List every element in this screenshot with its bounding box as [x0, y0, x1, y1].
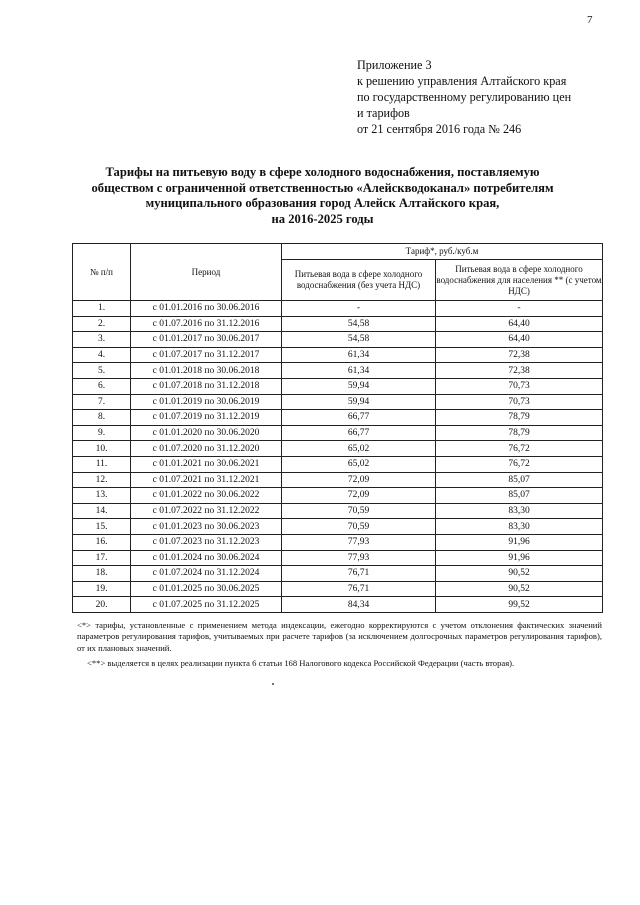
row-tariff-with-vat: 78,79 — [436, 410, 603, 426]
header-period: Период — [131, 244, 282, 301]
row-tariff-no-vat: 72,09 — [282, 472, 436, 488]
table-row — [73, 301, 603, 317]
row-tariff-no-vat: 66,77 — [282, 425, 436, 441]
row-period: с 01.07.2022 по 31.12.2022 — [131, 503, 282, 519]
row-period: с 01.01.2019 по 30.06.2019 — [131, 394, 282, 410]
row-tariff-with-vat: 91,96 — [436, 534, 603, 550]
row-number: 7. — [73, 394, 131, 410]
table-row — [73, 347, 603, 363]
row-number: 14. — [73, 503, 131, 519]
table-row — [73, 410, 603, 426]
appendix-line: к решению управления Алтайского края — [357, 74, 567, 88]
table-row — [73, 316, 603, 332]
appendix-line: и тарифов — [357, 106, 410, 120]
document-title — [60, 165, 585, 227]
row-number: 8. — [73, 410, 131, 426]
row-number: 17. — [73, 550, 131, 566]
row-period: с 01.07.2025 по 31.12.2025 — [131, 597, 282, 613]
row-number: 19. — [73, 581, 131, 597]
row-period: с 01.07.2020 по 31.12.2020 — [131, 441, 282, 457]
row-number: 18. — [73, 566, 131, 582]
table-row — [73, 519, 603, 535]
row-period: с 01.07.2023 по 31.12.2023 — [131, 534, 282, 550]
row-tariff-with-vat: 64,40 — [436, 316, 603, 332]
table-row — [73, 363, 603, 379]
row-tariff-no-vat: - — [282, 301, 436, 317]
row-number: 13. — [73, 488, 131, 504]
table-row — [73, 378, 603, 394]
row-period: с 01.01.2016 по 30.06.2016 — [131, 301, 282, 317]
row-number: 20. — [73, 597, 131, 613]
row-period: с 01.07.2016 по 31.12.2016 — [131, 316, 282, 332]
row-number: 12. — [73, 472, 131, 488]
header-tariff: Тариф*, руб./куб.м — [282, 244, 603, 260]
row-tariff-with-vat: 78,79 — [436, 425, 603, 441]
row-number: 3. — [73, 332, 131, 348]
row-tariff-with-vat: 76,72 — [436, 456, 603, 472]
table-row — [73, 425, 603, 441]
row-tariff-with-vat: 90,52 — [436, 581, 603, 597]
row-number: 9. — [73, 425, 131, 441]
row-tariff-no-vat: 70,59 — [282, 503, 436, 519]
header-number: № п/п — [73, 244, 131, 301]
row-number: 16. — [73, 534, 131, 550]
title-line: муниципального образования город Алейск Алтайского края, — [145, 196, 500, 210]
row-period: с 01.01.2018 по 30.06.2018 — [131, 363, 282, 379]
row-tariff-no-vat: 65,02 — [282, 456, 436, 472]
row-tariff-no-vat: 70,59 — [282, 519, 436, 535]
row-period: с 01.01.2022 по 30.06.2022 — [131, 488, 282, 504]
row-number: 6. — [73, 378, 131, 394]
row-period: с 01.01.2024 по 30.06.2024 — [131, 550, 282, 566]
row-tariff-with-vat: 85,07 — [436, 488, 603, 504]
row-tariff-no-vat: 54,58 — [282, 316, 436, 332]
row-number: 11. — [73, 456, 131, 472]
table-row — [73, 581, 603, 597]
row-tariff-no-vat: 65,02 — [282, 441, 436, 457]
row-period: с 01.01.2025 по 30.06.2025 — [131, 581, 282, 597]
row-number: 4. — [73, 347, 131, 363]
table-row — [73, 503, 603, 519]
tariff-table-body — [73, 301, 603, 613]
page-number: 7 — [587, 14, 593, 26]
table-row — [73, 472, 603, 488]
row-tariff-no-vat: 59,94 — [282, 378, 436, 394]
row-period: с 01.07.2018 по 31.12.2018 — [131, 378, 282, 394]
row-tariff-with-vat: 70,73 — [436, 378, 603, 394]
row-tariff-no-vat: 54,58 — [282, 332, 436, 348]
row-tariff-with-vat: 72,38 — [436, 363, 603, 379]
row-tariff-no-vat: 77,93 — [282, 534, 436, 550]
title-line: Тарифы на питьевую воду в сфере холодного водоснабжения, поставляемую — [105, 165, 540, 179]
appendix-header — [357, 57, 617, 137]
row-period: с 01.07.2017 по 31.12.2017 — [131, 347, 282, 363]
scan-speck — [272, 683, 274, 685]
row-number: 5. — [73, 363, 131, 379]
table-row — [73, 456, 603, 472]
footnotes — [77, 620, 602, 674]
row-period: с 01.01.2017 по 30.06.2017 — [131, 332, 282, 348]
row-number: 1. — [73, 301, 131, 317]
row-tariff-with-vat: 90,52 — [436, 566, 603, 582]
table-row — [73, 441, 603, 457]
row-tariff-no-vat: 76,71 — [282, 581, 436, 597]
row-tariff-no-vat: 77,93 — [282, 550, 436, 566]
row-number: 10. — [73, 441, 131, 457]
footnote-2: <**> выделяется в целях реализации пункта 6 статьи 168 Налогового кодекса Российской Федерации (часть вторая). — [87, 658, 515, 669]
title-line: обществом с ограниченной ответственностью «Алейскводоканал» потребителям — [91, 180, 554, 195]
title-line: на 2016-2025 годы — [271, 211, 374, 226]
tariff-table — [72, 243, 603, 613]
row-tariff-no-vat: 66,77 — [282, 410, 436, 426]
row-tariff-with-vat: 91,96 — [436, 550, 603, 566]
appendix-line: от 21 сентября 2016 года № 246 — [357, 122, 522, 136]
table-row — [73, 566, 603, 582]
row-tariff-with-vat: 83,30 — [436, 519, 603, 535]
row-tariff-no-vat: 59,94 — [282, 394, 436, 410]
row-period: с 01.01.2020 по 30.06.2020 — [131, 425, 282, 441]
row-period: с 01.01.2023 по 30.06.2023 — [131, 519, 282, 535]
row-tariff-no-vat: 76,71 — [282, 566, 436, 582]
table-row — [73, 550, 603, 566]
table-row — [73, 394, 603, 410]
row-tariff-no-vat: 84,34 — [282, 597, 436, 613]
row-tariff-with-vat: 72,38 — [436, 347, 603, 363]
table-row — [73, 332, 603, 348]
row-tariff-no-vat: 72,09 — [282, 488, 436, 504]
header-no-vat: Питьевая вода в сфере холодного водоснабжения (без учета НДС) — [282, 260, 436, 301]
table-row — [73, 534, 603, 550]
row-period: с 01.07.2024 по 31.12.2024 — [131, 566, 282, 582]
appendix-line: по государственному регулированию цен — [357, 90, 572, 104]
row-tariff-with-vat: 99,52 — [436, 597, 603, 613]
row-number: 2. — [73, 316, 131, 332]
header-with-vat: Питьевая вода в сфере холодного водоснабжения для населения ** (с учетом НДС) — [436, 260, 603, 301]
row-tariff-with-vat: 64,40 — [436, 332, 603, 348]
row-tariff-with-vat: 70,73 — [436, 394, 603, 410]
row-tariff-with-vat: - — [436, 301, 603, 317]
row-tariff-with-vat: 76,72 — [436, 441, 603, 457]
row-number: 15. — [73, 519, 131, 535]
table-row — [73, 488, 603, 504]
row-tariff-no-vat: 61,34 — [282, 363, 436, 379]
row-period: с 01.07.2021 по 31.12.2021 — [131, 472, 282, 488]
row-tariff-with-vat: 85,07 — [436, 472, 603, 488]
appendix-line: Приложение 3 — [357, 58, 432, 72]
table-row — [73, 597, 603, 613]
footnote-1: <*> тарифы, установленные с применением метода индексации, ежегодно корректируются с учетом отклонения фактических значений параметров регулирования тарифов, учитываемых при расчете тарифов (за исключением долгосрочных параметров регулирования тарифов), от их плановых значений. — [77, 620, 602, 653]
row-tariff-with-vat: 83,30 — [436, 503, 603, 519]
row-period: с 01.01.2021 по 30.06.2021 — [131, 456, 282, 472]
row-period: с 01.07.2019 по 31.12.2019 — [131, 410, 282, 426]
row-tariff-no-vat: 61,34 — [282, 347, 436, 363]
